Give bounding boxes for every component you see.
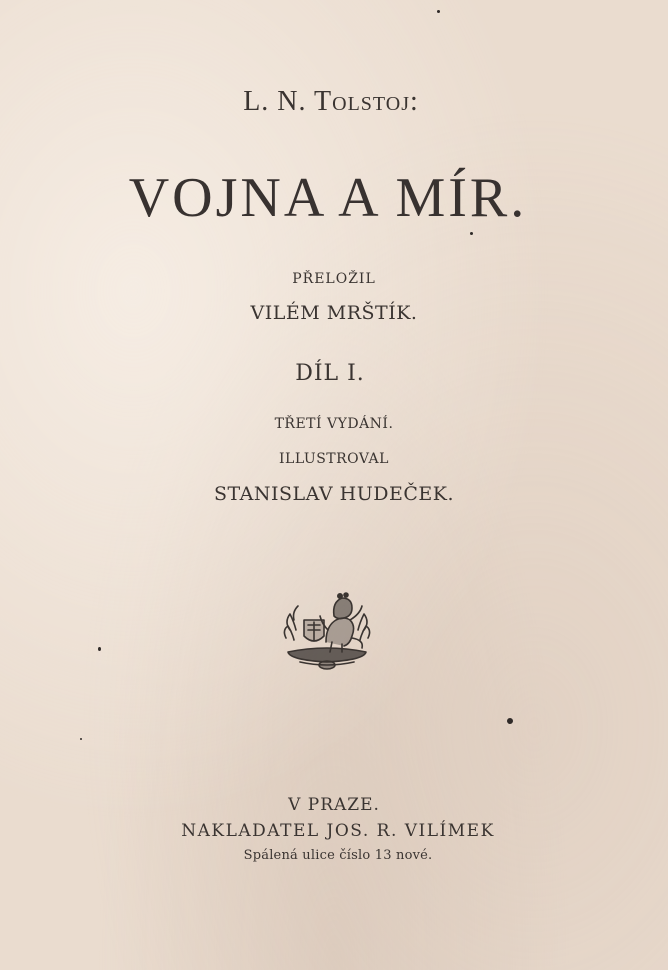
- translator-name: VILÉM MRŠTÍK.: [250, 302, 418, 324]
- paper-speck: [470, 232, 473, 235]
- imprint-place: V PRAZE.: [288, 795, 380, 815]
- imprint-address: Spálená ulice číslo 13 nové.: [243, 848, 433, 863]
- imprint-publisher: NAKLADATEL JOS. R. VILÍMEK: [181, 821, 495, 841]
- paper-speck: [80, 738, 82, 740]
- translated-by-label: PŘELOŽIL: [292, 271, 376, 287]
- book-title: VOJNA A MÍR.: [128, 167, 528, 229]
- edition-label: TŘETÍ VYDÁNÍ.: [274, 416, 394, 432]
- paper-speck: [507, 718, 513, 724]
- volume-part: DÍL I.: [295, 361, 365, 386]
- illustrator-name: STANISLAV HUDEČEK.: [214, 483, 454, 505]
- publisher-lion-emblem-icon: [280, 590, 374, 674]
- paper-speck: [437, 10, 440, 13]
- author-name: L. N. Tolstoj:: [243, 86, 419, 117]
- paper-speck: [98, 647, 101, 651]
- illustrated-by-label: ILLUSTROVAL: [279, 451, 389, 467]
